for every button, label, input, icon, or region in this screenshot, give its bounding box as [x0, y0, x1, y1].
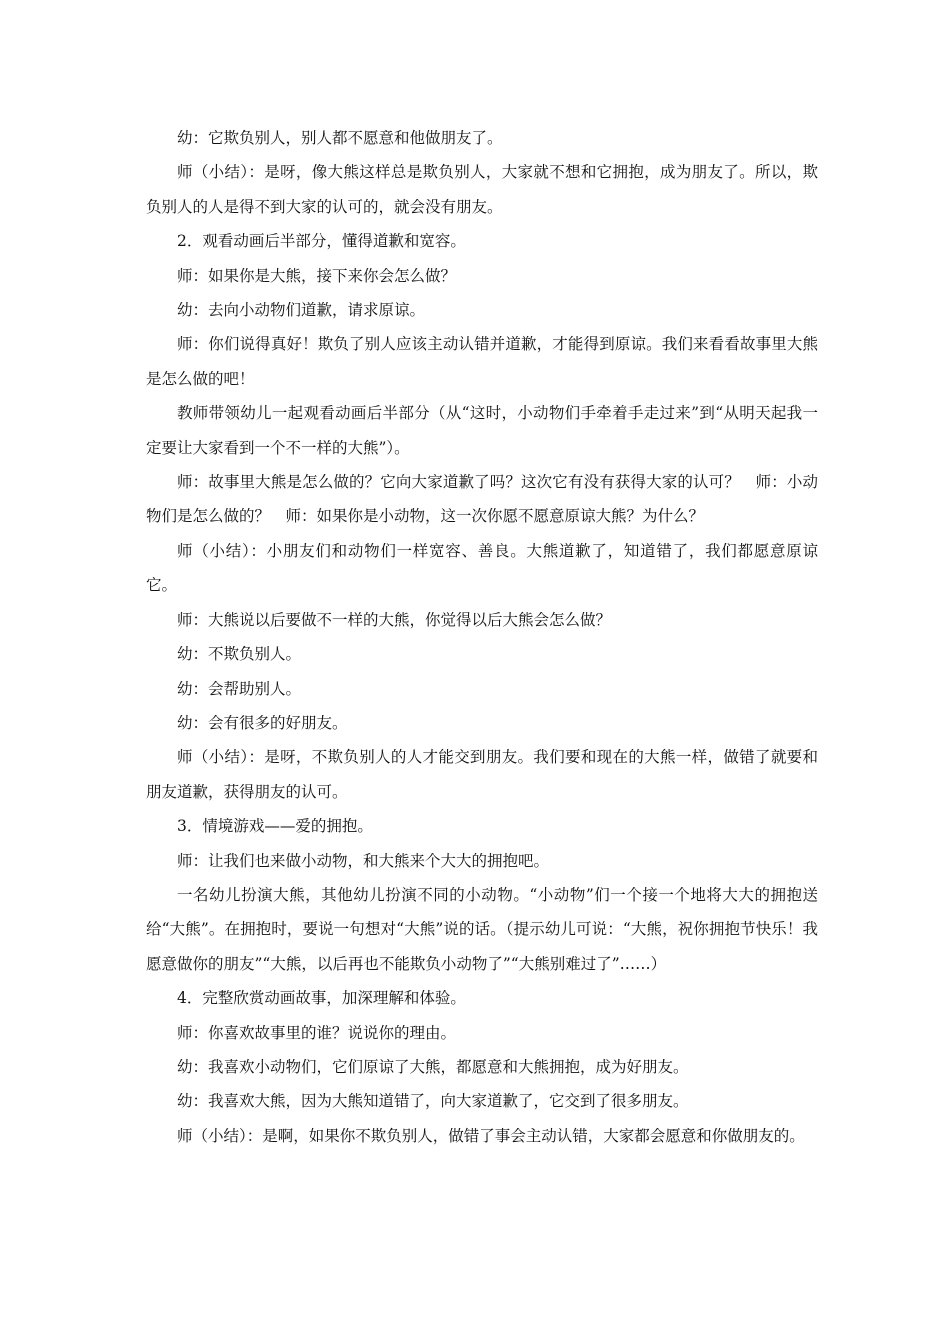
paragraph: 幼：会帮助别人。: [177, 679, 302, 698]
paragraph: 师（小结）：是啊，如果你不欺负别人，做错了事会主动认错，大家都会愿意和你做朋友的。: [177, 1126, 805, 1145]
paragraph: 幼：会有很多的好朋友。: [177, 713, 348, 732]
body-text: [146, 121, 818, 1153]
section-heading: 4．完整欣赏动画故事，加深理解和体验。: [177, 989, 466, 1008]
paragraph: 师：你喜欢故事里的谁？说说你的理由。: [177, 1023, 457, 1042]
paragraph: 幼：我喜欢大熊，因为大熊知道错了，向大家道歉了，它交到了很多朋友。: [177, 1092, 689, 1111]
paragraph: 一名幼儿扮演大熊，其他幼儿扮演不同的小动物。“小动物”们一个接一个地将大大的拥抱送给“大熊”。在拥抱时，要说一句想对“大熊”说的话。（提示幼儿可说：“大熊，祝你拥抱节快乐！我愿意做你的朋友”“大熊，以后再也不能欺负小动物了”“大熊别难过了”……）: [146, 885, 818, 973]
section-heading: 2．观看动画后半部分，懂得道歉和宽容。: [177, 232, 466, 251]
paragraph: 幼：不欺负别人。: [177, 645, 302, 664]
paragraph: 师：大熊说以后要做不一样的大熊，你觉得以后大熊会怎么做？: [177, 610, 612, 629]
paragraph: 师（小结）：是呀，不欺负别人的人才能交到朋友。我们要和现在的大熊一样，做错了就要和朋友道歉，获得朋友的认可。: [146, 748, 818, 801]
paragraph: 幼：我喜欢小动物们，它们原谅了大熊，都愿意和大熊拥抱，成为好朋友。: [177, 1057, 689, 1076]
paragraph: 师：让我们也来做小动物，和大熊来个大大的拥抱吧。: [177, 851, 550, 870]
paragraph: 师：你们说得真好！欺负了别人应该主动认错并道歉，才能得到原谅。我们来看看故事里大熊是怎么做的吧！: [146, 335, 818, 388]
paragraph: 幼：它欺负别人，别人都不愿意和他做朋友了。: [177, 129, 503, 147]
paragraph: 师（小结）：小朋友们和动物们一样宽容、善良。大熊道歉了，知道错了，我们都愿意原谅它。: [146, 541, 818, 595]
section-heading: 3．情境游戏——爱的拥抱。: [177, 817, 373, 836]
paragraph: 师：如果你是大熊，接下来你会怎么做？: [177, 266, 457, 285]
paragraph: 师：故事里大熊是怎么做的？它向大家道歉了吗？这次它有没有获得大家的认可？ 师：小动物们是怎么做的？ 师：如果你是小动物，这一次你愿不愿意原谅大熊？为什么？: [146, 473, 818, 526]
paragraph: 幼：去向小动物们道歉，请求原谅。: [177, 301, 426, 320]
paragraph: 教师带领幼儿一起观看动画后半部分（从“这时，小动物们手牵着手走过来”到“从明天起我一定要让大家看到一个不一样的大熊”）。: [146, 404, 818, 457]
paragraph: 师（小结）：是呀，像大熊这样总是欺负别人，大家就不想和它拥抱，成为朋友了。所以，欺负别人的人是得不到大家的认可的，就会没有朋友。: [146, 163, 818, 216]
